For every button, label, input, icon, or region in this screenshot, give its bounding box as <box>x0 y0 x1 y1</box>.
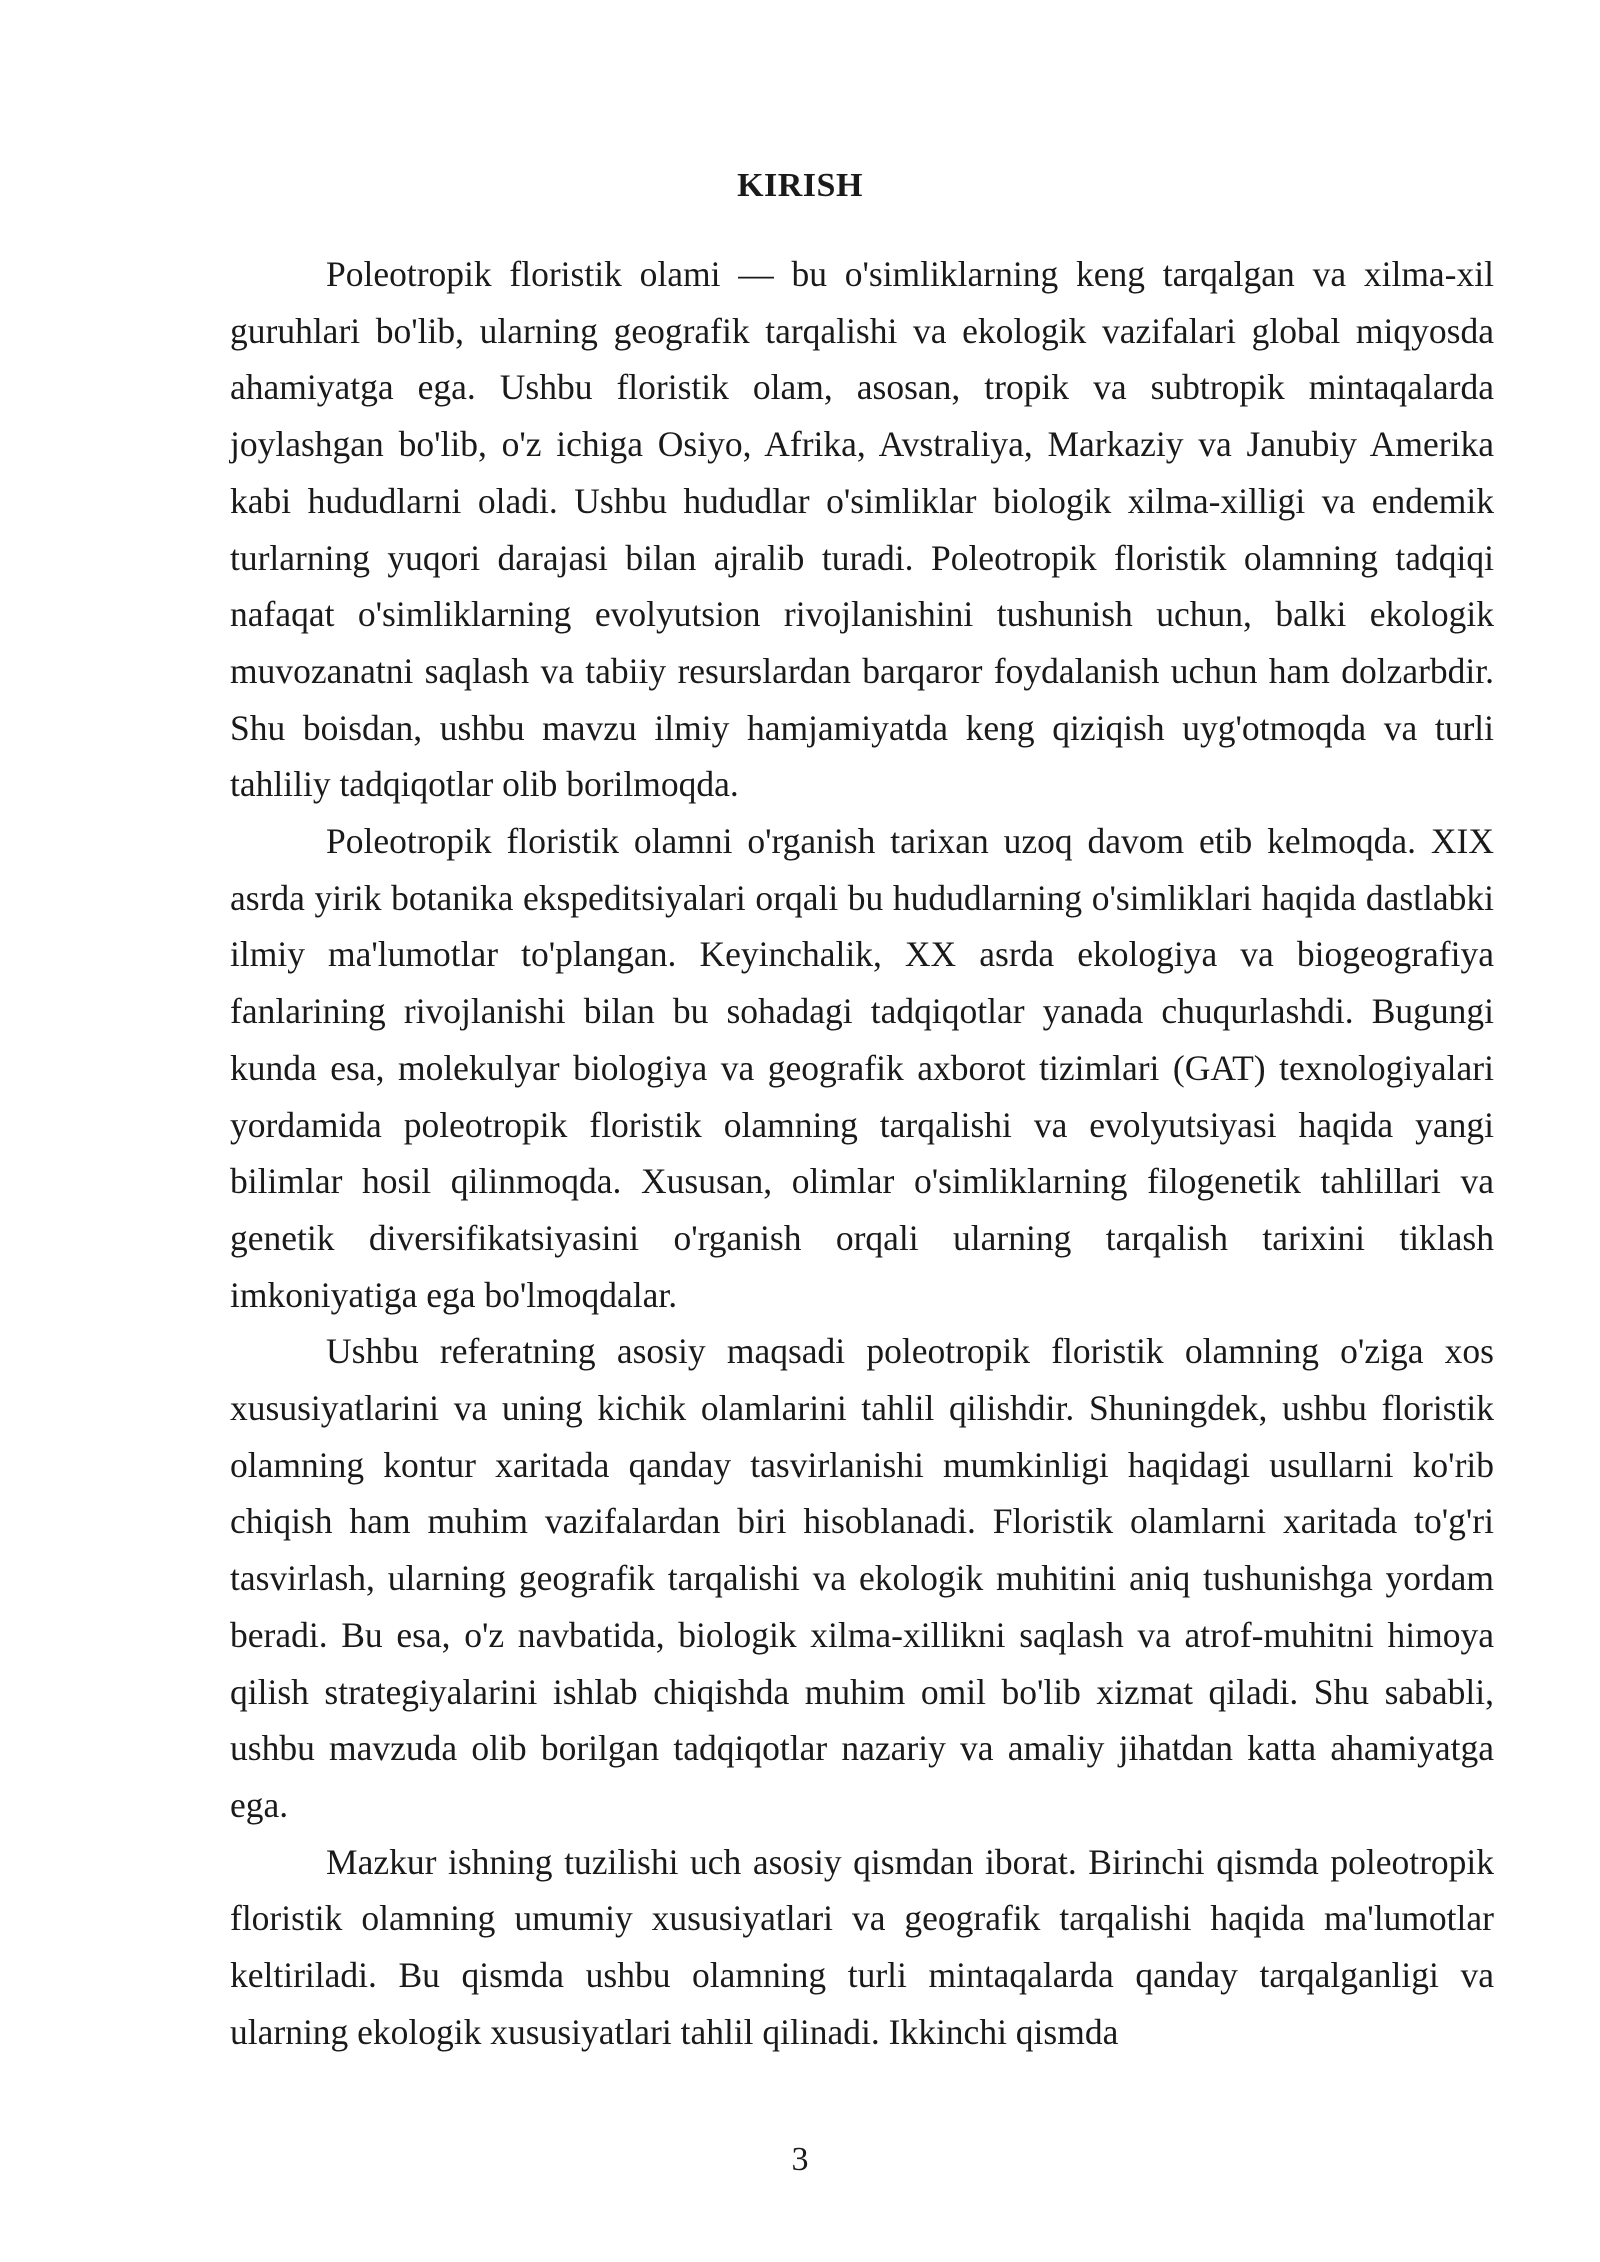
paragraph-3: Ushbu referatning asosiy maqsadi poleotropik floristik olamning o'ziga xos xususiyatlarini va uning kichik olamlarini tahlil qilishdir. Shuningdek, ushbu floristik olamning kontur xaritada qanday tasvirlanishi mumkinligi haqidagi usullarni ko'rib chiqish ham muhim vazifalardan biri hisoblanadi. Floristik olamlarni xaritada to'g'ri tasvirlash, ularning geografik tarqalishi va ekologik muhitini aniq tushunishga yordam beradi. Bu esa, o'z navbatida, biologik xilma-xillikni saqlash va atrof-muhitni himoya qilish strategiyalarini ishlab chiqishda muhim omil bo'lib xizmat qiladi. Shu sababli, ushbu mavzuda olib borilgan tadqiqotlar nazariy va amaliy jihatdan katta ahamiyatga ega. <box>230 1331 1494 1825</box>
page-number: 3 <box>791 2141 809 2178</box>
body-text <box>230 246 1494 2061</box>
paragraph-4: Mazkur ishning tuzilishi uch asosiy qismdan iborat. Birinchi qismda poleotropik floristik olamning umumiy xususiyatlari va geografik tarqalishi haqida ma'lumotlar keltiriladi. Bu qismda ushbu olamning turli mintaqalarda qanday tarqalganligi va ularning ekologik xususiyatlari tahlil qilinadi. Ikkinchi qismda <box>230 1841 1494 2052</box>
section-title: KIRISH <box>737 167 863 204</box>
paragraph-1: Poleotropik floristik olami — bu o'simliklarning keng tarqalgan va xilma-xil guruhlari bo'lib, ularning geografik tarqalishi va ekologik vazifalari global miqyosda ahamiyatga ega. Ushbu floristik olam, asosan, tropik va subtropik mintaqalarda joylashgan bo'lib, o'z ichiga Osiyo, Afrika, Avstraliya, Markaziy va Janubiy Amerika kabi hududlarni oladi. Ushbu hududlar o'simliklar biologik xilma-xilligi va endemik turlarning yuqori darajasi bilan ajralib turadi. Poleotropik floristik olamning tadqiqi nafaqat o'simliklarning evolyutsion rivojlanishini tushunish uchun, balki ekologik muvozanatni saqlash va tabiiy resurslardan barqaror foydalanish uchun ham dolzarbdir. Shu boisdan, ushbu mavzu ilmiy hamjamiyatda keng qiziqish uyg'otmoqda va turli tahliliy tadqiqotlar olib borilmoqda. <box>230 254 1494 805</box>
paragraph-2: Poleotropik floristik olamni o'rganish tarixan uzoq davom etib kelmoqda. XIX asrda yirik botanika ekspeditsiyalari orqali bu hududlarning o'simliklari haqida dastlabki ilmiy ma'lumotlar to'plangan. Keyinchalik, XX asrda ekologiya va biogeografiya fanlarining rivojlanishi bilan bu sohadagi tadqiqotlar yanada chuqurlashdi. Bugungi kunda esa, molekulyar biologiya va geografik axborot tizimlari (GAT) texnologiyalari yordamida poleotropik floristik olamning tarqalishi va evolyutsiyasi haqida yangi bilimlar hosil qilinmoqda. Xususan, olimlar o'simliklarning filogenetik tahlillari va genetik diversifikatsiyasini o'rganish orqali ularning tarqalish tarixini tiklash imkoniyatiga ega bo'lmoqdalar. <box>230 821 1494 1315</box>
